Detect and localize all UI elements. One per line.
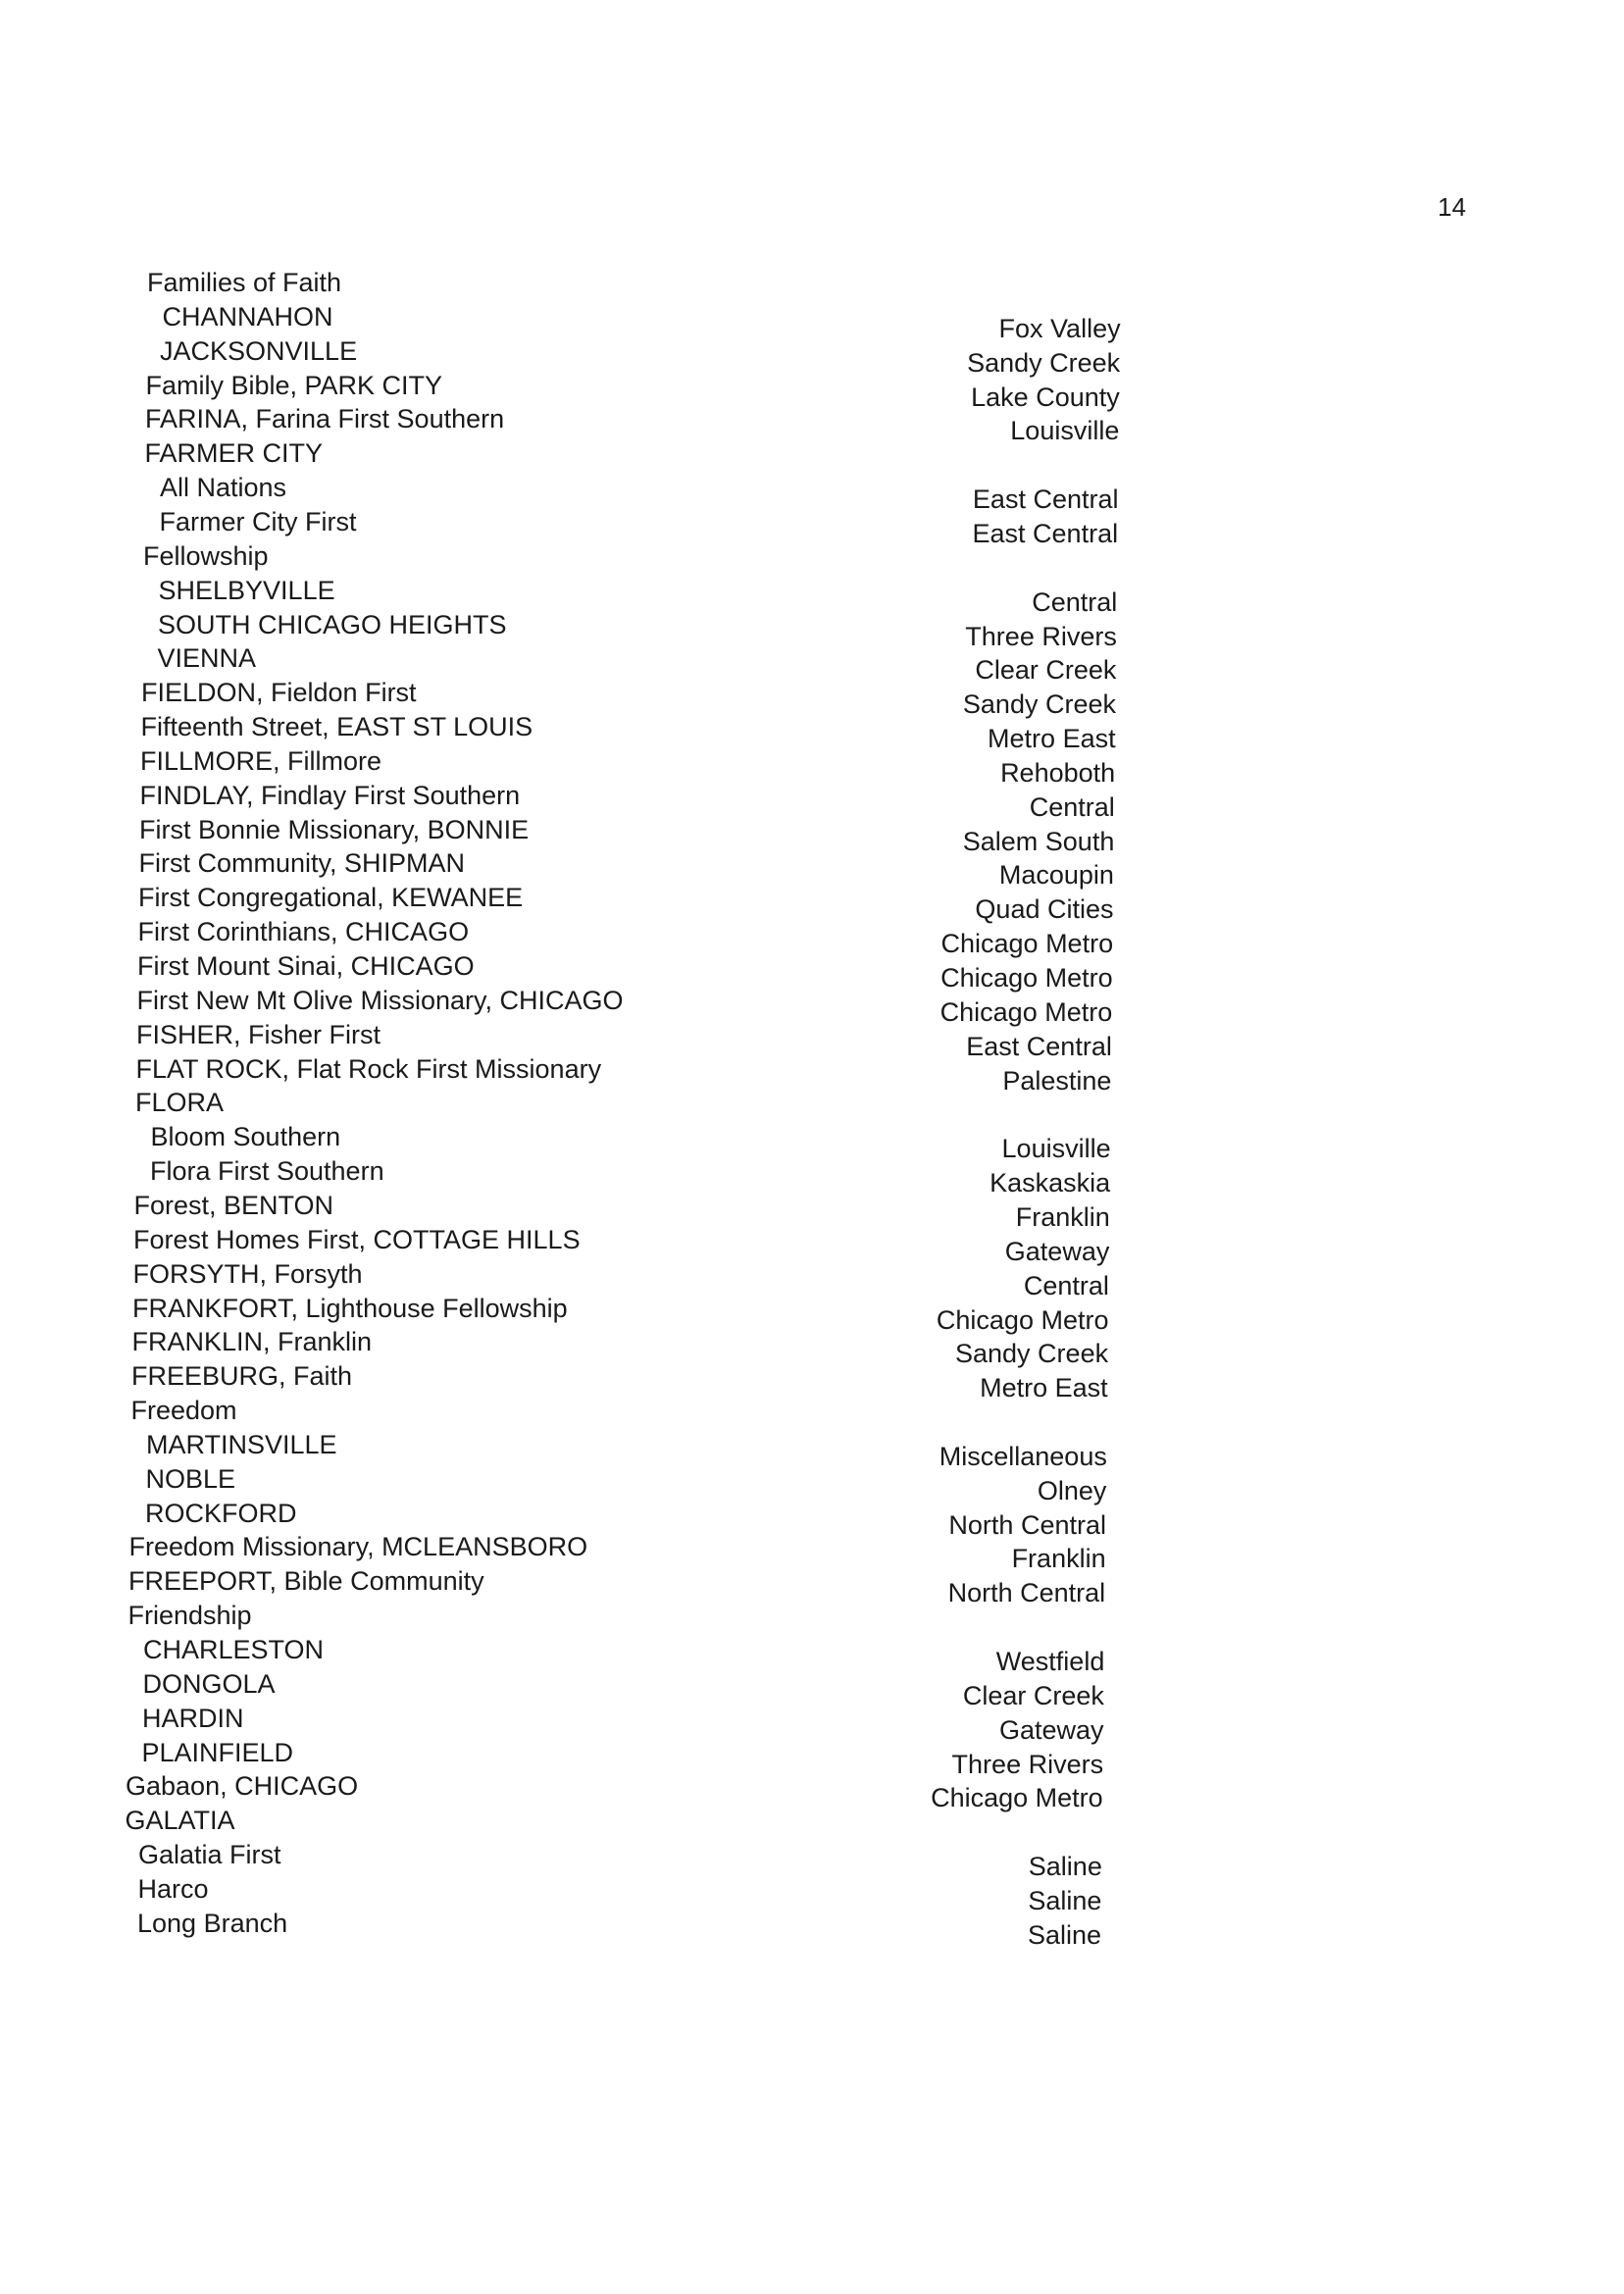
church-entry: Freedom	[130, 1396, 237, 1426]
association-entry: Lake County	[971, 382, 1120, 412]
church-entry: JACKSONVILLE	[160, 335, 358, 366]
church-entry: FLORA	[135, 1088, 225, 1118]
church-entry: ROCKFORD	[145, 1498, 297, 1528]
association-entry: Saline	[1027, 1919, 1101, 1950]
association-entry: Sandy Creek	[955, 1339, 1109, 1369]
church-entry: First Congregational, KEWANEE	[138, 883, 524, 913]
association-entry: Central	[1029, 791, 1115, 822]
church-entry: Fifteenth Street, EAST ST LOUIS	[140, 712, 533, 742]
association-entry: Macoupin	[998, 860, 1114, 891]
association-entry: Louisville	[1001, 1134, 1111, 1164]
association-entry: East Central	[972, 484, 1119, 515]
church-entry: CHARLESTON	[143, 1635, 325, 1664]
church-entry: First Corinthians, CHICAGO	[137, 917, 470, 947]
association-entry: Central	[1023, 1270, 1109, 1300]
church-entry: FLAT ROCK, Flat Rock First Missionary	[135, 1053, 602, 1084]
association-entry: Chicago Metro	[940, 929, 1114, 959]
association-entry: Three Rivers	[965, 621, 1117, 651]
church-entry: Forest Homes First, COTTAGE HILLS	[133, 1224, 581, 1254]
association-entry: Olney	[1037, 1475, 1107, 1505]
church-entry: Gabaon, CHICAGO	[126, 1771, 359, 1802]
church-entry: Forest, BENTON	[133, 1190, 334, 1220]
association-entry: Rehoboth	[1000, 757, 1116, 788]
association-entry: Clear Creek	[962, 1680, 1104, 1710]
association-entry: Three Rivers	[951, 1749, 1104, 1779]
association-entry: Chicago Metro	[939, 996, 1113, 1027]
church-entry: FREEPORT, Bible Community	[128, 1566, 484, 1597]
church-entry: MARTINSVILLE	[146, 1429, 337, 1459]
church-entry: First New Mt Olive Missionary, CHICAGO	[136, 985, 624, 1015]
association-entry: Central	[1032, 586, 1118, 617]
association-entry: Chicago Metro	[931, 1783, 1103, 1813]
association-entry: North Central	[948, 1509, 1106, 1540]
association-entry: Palestine	[1002, 1065, 1112, 1096]
church-entry: FARINA, Farina First Southern	[145, 404, 505, 434]
association-entry: Chicago Metro	[940, 963, 1113, 993]
church-entry: FREEBURG, Faith	[131, 1361, 353, 1392]
church-entry: CHANNAHON	[162, 301, 333, 331]
church-entry: VIENNA	[157, 643, 257, 674]
association-entry: North Central	[947, 1578, 1106, 1608]
church-entry: FRANKLIN, Franklin	[131, 1327, 373, 1357]
association-entry: Louisville	[1010, 416, 1120, 446]
association-entry: Salem South	[962, 826, 1115, 856]
association-entry: Clear Creek	[975, 655, 1117, 686]
association-entry: Metro East	[980, 1373, 1108, 1403]
association-entry: Sandy Creek	[962, 689, 1116, 720]
church-entry: First Community, SHIPMAN	[138, 848, 466, 879]
church-entry: Families of Faith	[147, 268, 342, 297]
church-entry: First Bonnie Missionary, BONNIE	[139, 814, 530, 844]
page-number: 14	[1438, 192, 1466, 222]
association-entry: Westfield	[995, 1647, 1105, 1676]
association-entry: Miscellaneous	[939, 1441, 1107, 1471]
church-entry: FINDLAY, Findlay First Southern	[139, 780, 521, 810]
association-entry: Saline	[1028, 1885, 1102, 1915]
church-entry: All Nations	[160, 473, 287, 503]
church-entry: Family Bible, PARK CITY	[145, 370, 443, 400]
church-entry: Harco	[137, 1873, 209, 1904]
association-entry: East Central	[972, 518, 1119, 548]
church-entry: Long Branch	[137, 1908, 288, 1938]
association-entry: Saline	[1028, 1852, 1102, 1882]
church-entry: Bloom Southern	[150, 1122, 341, 1152]
church-entry: FILLMORE, Fillmore	[140, 745, 382, 776]
association-entry: Kaskaskia	[990, 1168, 1111, 1198]
association-entry: Quad Cities	[975, 894, 1114, 925]
church-entry: Flora First Southern	[150, 1156, 384, 1187]
association-entry: Gateway	[1004, 1236, 1110, 1266]
association-entry: Chicago Metro	[936, 1304, 1109, 1335]
association-entry: East Central	[966, 1031, 1112, 1061]
church-entry: Farmer City First	[159, 506, 357, 536]
church-entry: PLAINFIELD	[141, 1737, 294, 1767]
church-entry: GALATIA	[125, 1806, 235, 1836]
church-entry: FORSYTH, Forsyth	[132, 1258, 363, 1289]
church-entry: SOUTH CHICAGO HEIGHTS	[158, 609, 507, 639]
church-entry: FARMER CITY	[144, 438, 324, 469]
church-entry: DONGOLA	[142, 1668, 276, 1699]
church-entry: Friendship	[127, 1601, 252, 1631]
association-entry: Franklin	[1015, 1201, 1110, 1232]
church-entry: FISHER, Fisher First	[136, 1019, 381, 1049]
association-entry: Metro East	[988, 724, 1116, 754]
church-entry: SHELBYVILLE	[158, 575, 335, 605]
church-entry: Galatia First	[138, 1840, 281, 1870]
association-entry: Gateway	[998, 1714, 1104, 1745]
church-entry: FIELDON, Fieldon First	[141, 678, 417, 708]
association-entry: Franklin	[1011, 1544, 1106, 1574]
church-entry: First Mount Sinai, CHICAGO	[137, 951, 475, 981]
church-entry: Freedom Missionary, MCLEANSBORO	[128, 1532, 588, 1562]
church-entry: Fellowship	[143, 540, 269, 571]
association-entry: Fox Valley	[998, 313, 1121, 343]
church-entry: NOBLE	[145, 1463, 236, 1494]
church-entry: HARDIN	[142, 1703, 244, 1733]
church-entry: FRANKFORT, Lighthouse Fellowship	[132, 1293, 568, 1323]
association-entry: Sandy Creek	[967, 347, 1121, 378]
